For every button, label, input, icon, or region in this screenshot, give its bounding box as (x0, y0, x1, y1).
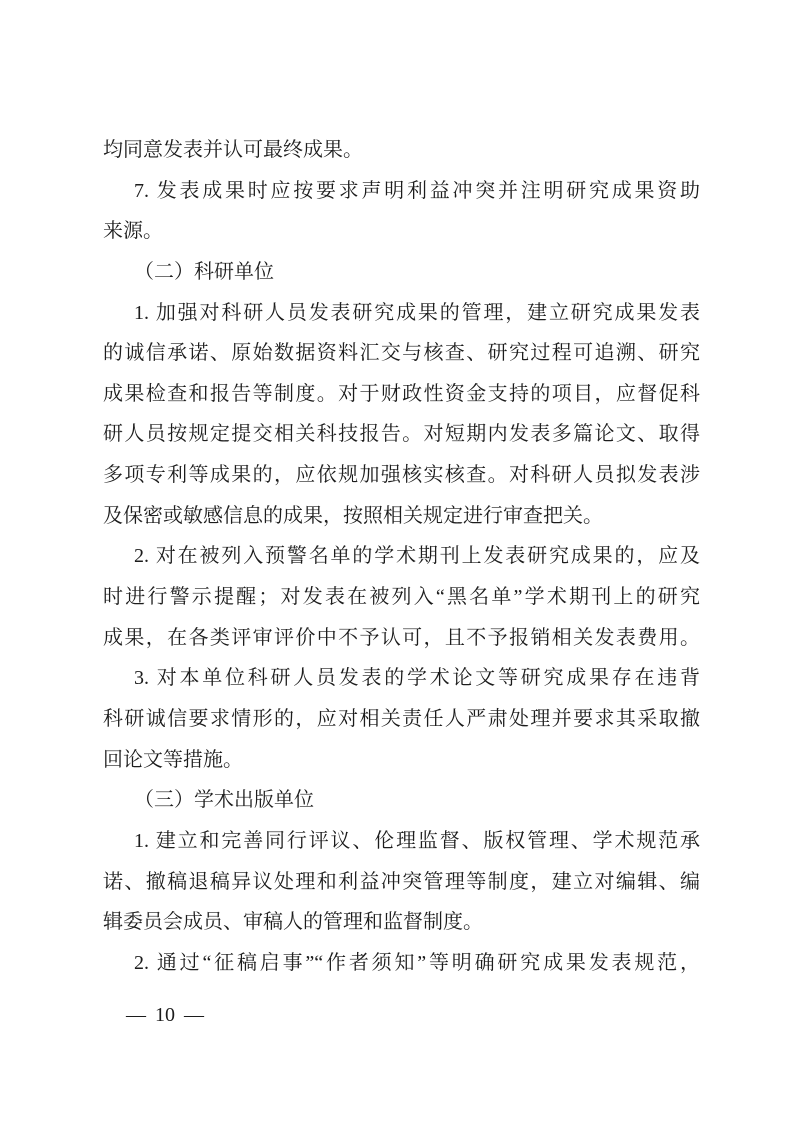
body-line: 1. 建立和完善同行评议、伦理监督、版权管理、学术规范承 (134, 829, 700, 852)
body-line: 1. 加强对科研人员发表研究成果的管理，建立研究成果发表 (134, 301, 700, 324)
document-body (103, 130, 700, 983)
body-line: 及保密或敏感信息的成果，按照相关规定进行审查把关。 (103, 504, 603, 527)
body-line: 科研诚信要求情形的，应对相关责任人严肃处理并要求其采取撤 (103, 707, 700, 730)
body-line: 3. 对本单位科研人员发表的学术论文等研究成果存在违背 (134, 667, 700, 690)
page-footer (126, 1001, 204, 1029)
body-line: 成果检查和报告等制度。对于财政性资金支持的项目，应督促科 (103, 382, 700, 405)
body-line: 的诚信承诺、原始数据资料汇交与核查、研究过程可追溯、研究 (103, 342, 700, 365)
body-line: 成果，在各类评审评价中不予认可，且不予报销相关发表费用。 (103, 626, 700, 649)
footer-left-dash: — (126, 1004, 146, 1026)
body-line: 辑委员会成员、审稿人的管理和监督制度。 (103, 911, 483, 934)
section-heading: （二）科研单位 (134, 260, 274, 283)
section-heading: （三）学术出版单位 (134, 789, 314, 812)
body-line: 回论文等措施。 (103, 748, 243, 771)
body-line: 时进行警示提醒；对发表在被列入“黑名单”学术期刊上的研究 (103, 586, 700, 609)
page-number: 10 (155, 1004, 175, 1026)
footer-right-dash: — (184, 1004, 204, 1026)
body-line: 多项专利等成果的，应依规加强核实核查。对科研人员拟发表涉 (103, 464, 700, 487)
body-line: 诺、撤稿退稿异议处理和利益冲突管理等制度，建立对编辑、编 (103, 870, 700, 893)
body-line: 研人员按规定提交相关科技报告。对短期内发表多篇论文、取得 (103, 423, 700, 446)
body-line: 2. 对在被列入预警名单的学术期刊上发表研究成果的，应及 (134, 545, 700, 568)
body-line: 均同意发表并认可最终成果。 (103, 139, 363, 161)
body-line: 7. 发表成果时应按要求声明利益冲突并注明研究成果资助 (134, 179, 700, 202)
body-line: 2. 通过“征稿启事”“作者须知”等明确研究成果发表规范， (134, 951, 700, 974)
body-line: 来源。 (103, 220, 163, 243)
